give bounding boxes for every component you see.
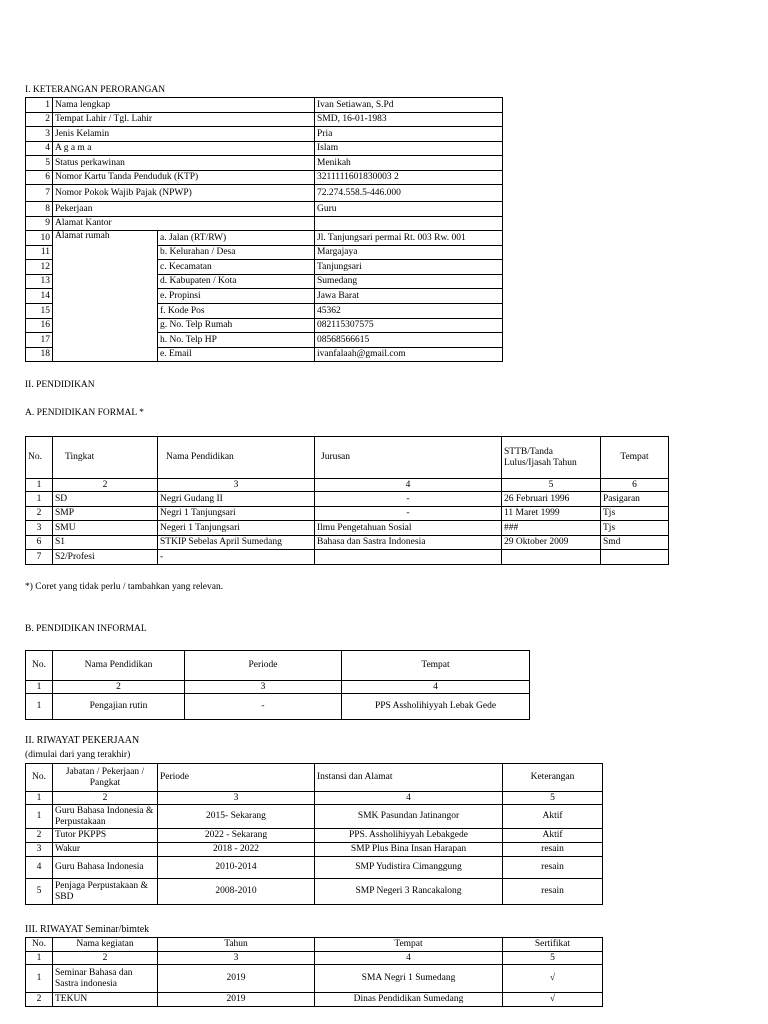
table-cell: S2/Profesi <box>53 550 158 565</box>
column-number: 4 <box>315 479 502 492</box>
row-number: 11 <box>26 245 53 260</box>
table-cell: 2018 - 2022 <box>158 843 315 857</box>
column-header: Tingkat <box>53 437 158 479</box>
table-cell: S1 <box>53 535 158 550</box>
column-header: STTB/Tanda Lulus/Ijasah Tahun <box>502 437 601 479</box>
table-header-row <box>26 938 603 952</box>
address-field-value: 082115307575 <box>315 318 503 333</box>
table-row <box>26 993 603 1007</box>
table-row <box>26 492 669 507</box>
table-cell: 7 <box>26 550 53 565</box>
column-header: Instansi dan Alamat <box>315 764 503 792</box>
column-number: 4 <box>315 792 503 805</box>
section-title-education: II. PENDIDIKAN <box>25 380 95 390</box>
row-number: 2 <box>26 112 53 127</box>
table-cell: Negeri 1 Tanjungsari <box>158 521 315 536</box>
section-title-personal: I. KETERANGAN PERORANGAN <box>25 85 166 95</box>
row-number: 12 <box>26 260 53 275</box>
address-field-label: e. Email <box>158 347 315 362</box>
column-header: Nama Pendidikan <box>53 651 185 681</box>
field-value: 72.274.558.5-446.000 <box>315 185 503 202</box>
column-header: No. <box>26 938 53 952</box>
table-cell: - <box>185 694 342 720</box>
field-value: Islam <box>315 141 503 156</box>
table-cell: 2 <box>26 506 53 521</box>
table-cell: Dinas Pendidikan Sumedang <box>315 993 503 1007</box>
column-header: Jabatan / Pekerjaan / Pangkat <box>53 764 158 792</box>
table-cell: 29 Oktober 2009 <box>502 535 601 550</box>
row-number: 13 <box>26 274 53 289</box>
row-number: 15 <box>26 303 53 318</box>
address-field-value: Jl. Tanjungsari permai Rt. 003 Rw. 001 <box>315 231 503 246</box>
address-label: Alamat rumah <box>53 231 158 362</box>
field-label: A g a m a <box>53 141 315 156</box>
field-label: Alamat Kantor <box>53 216 315 231</box>
table-cell: 3 <box>26 521 53 536</box>
address-field-label: h. No. Telp HP <box>158 333 315 348</box>
formal-education-note: *) Coret yang tidak perlu / tambahkan yang relevan. <box>25 582 224 592</box>
address-field-value: Jawa Barat <box>315 289 503 304</box>
field-value: Guru <box>315 202 503 217</box>
column-number: 1 <box>26 792 53 805</box>
table-row <box>26 170 503 185</box>
table-row <box>26 506 669 521</box>
table-cell: 2 <box>26 829 53 843</box>
table-row <box>26 202 503 217</box>
column-number: 5 <box>503 792 603 805</box>
table-cell: Guru Bahasa Indonesia & Perpustakaan <box>53 805 158 829</box>
column-number-row <box>26 479 669 492</box>
table-cell: Wakur <box>53 843 158 857</box>
table-cell: 1 <box>26 492 53 507</box>
table-cell: 2 <box>26 993 53 1007</box>
column-header: Tahun <box>158 938 315 952</box>
table-cell: SMP <box>53 506 158 521</box>
table-cell: Penjaga Perpustakaan & SBD <box>53 879 158 905</box>
table-cell: 2019 <box>158 993 315 1007</box>
address-field-label: g. No. Telp Rumah <box>158 318 315 333</box>
row-number: 17 <box>26 333 53 348</box>
field-label: Pekerjaan <box>53 202 315 217</box>
table-cell: 2019 <box>158 965 315 993</box>
table-cell: 2015- Sekarang <box>158 805 315 829</box>
table-row <box>26 141 503 156</box>
address-field-label: c. Kecamatan <box>158 260 315 275</box>
table-cell: PPS Assholihiyyah Lebak Gede <box>342 694 530 720</box>
table-cell: 3 <box>26 843 53 857</box>
informal-education-table <box>25 650 530 720</box>
address-field-value: Tanjungsari <box>315 260 503 275</box>
column-number: 4 <box>315 952 503 965</box>
personal-info-table <box>25 97 503 362</box>
column-number: 4 <box>342 681 530 694</box>
column-header: No. <box>26 437 53 479</box>
address-field-value: ivanfalaah@gmail.com <box>315 347 503 362</box>
table-row <box>26 98 503 113</box>
column-number: 6 <box>601 479 669 492</box>
table-cell: ### <box>502 521 601 536</box>
address-field-label: a. Jalan (RT/RW) <box>158 231 315 246</box>
column-header: Periode <box>158 764 315 792</box>
field-label: Nama lengkap <box>53 98 315 113</box>
table-header-row <box>26 651 530 681</box>
table-cell: Tjs <box>601 521 669 536</box>
table-cell: resain <box>503 857 603 879</box>
table-row <box>26 879 603 905</box>
table-cell: Bahasa dan Sastra Indonesia <box>315 535 502 550</box>
row-number: 1 <box>26 98 53 113</box>
row-number: 18 <box>26 347 53 362</box>
table-cell: resain <box>503 843 603 857</box>
table-cell: PPS. Assholihiyyah Lebakgede <box>315 829 503 843</box>
table-row <box>26 521 669 536</box>
table-cell: Aktif <box>503 805 603 829</box>
field-label: Status perkawinan <box>53 156 315 171</box>
work-history-title: II. RIWAYAT PEKERJAAN <box>25 735 140 746</box>
table-cell: Negri 1 Tanjungsari <box>158 506 315 521</box>
table-cell: SD <box>53 492 158 507</box>
informal-education-title: B. PENDIDIKAN INFORMAL <box>25 624 147 634</box>
table-row <box>26 112 503 127</box>
table-cell: 4 <box>26 857 53 879</box>
certificate-check: √ <box>503 993 603 1007</box>
address-field-label: d. Kabupaten / Kota <box>158 274 315 289</box>
work-history-subtitle: (dimulai dari yang terakhir) <box>25 750 131 760</box>
column-header: Sertifikat <box>503 938 603 952</box>
table-row <box>26 857 603 879</box>
column-header: No. <box>26 651 53 681</box>
table-cell <box>601 550 669 565</box>
column-header: Tempat <box>342 651 530 681</box>
table-row <box>26 127 503 142</box>
table-cell: Pengajian rutin <box>53 694 185 720</box>
table-cell: resain <box>503 879 603 905</box>
table-cell: SMK Pasundan Jatinangor <box>315 805 503 829</box>
table-cell: - <box>315 492 502 507</box>
address-field-label: e. Propinsi <box>158 289 315 304</box>
field-value: Menikah <box>315 156 503 171</box>
table-row <box>26 535 669 550</box>
table-cell: 1 <box>26 805 53 829</box>
row-number: 3 <box>26 127 53 142</box>
table-row <box>26 231 503 246</box>
table-cell: Negri Gudang II <box>158 492 315 507</box>
column-header: Periode <box>185 651 342 681</box>
row-number: 4 <box>26 141 53 156</box>
table-cell: Smd <box>601 535 669 550</box>
column-number: 3 <box>158 952 315 965</box>
table-cell: SMP Yudistira Cimanggung <box>315 857 503 879</box>
field-value: 3211111601830003 2 <box>315 170 503 185</box>
column-number: 2 <box>53 479 158 492</box>
table-cell: STKIP Sebelas April Sumedang <box>158 535 315 550</box>
row-number: 5 <box>26 156 53 171</box>
table-cell: Aktif <box>503 829 603 843</box>
row-number: 16 <box>26 318 53 333</box>
table-row <box>26 843 603 857</box>
table-cell: 1 <box>26 694 53 720</box>
column-header: Jurusan <box>315 437 502 479</box>
column-number: 1 <box>26 681 53 694</box>
formal-education-table <box>25 436 669 565</box>
table-cell: 5 <box>26 879 53 905</box>
row-number: 7 <box>26 185 53 202</box>
table-cell: Tjs <box>601 506 669 521</box>
field-value: Ivan Setiawan, S.Pd <box>315 98 503 113</box>
table-row <box>26 156 503 171</box>
table-cell <box>502 550 601 565</box>
column-header: Nama kegiatan <box>53 938 158 952</box>
table-cell: TEKUN <box>53 993 158 1007</box>
table-cell: Ilmu Pengetahuan Sosial <box>315 521 502 536</box>
column-number: 3 <box>185 681 342 694</box>
table-row <box>26 829 603 843</box>
column-header: Tempat <box>315 938 503 952</box>
table-cell: 26 Februari 1996 <box>502 492 601 507</box>
table-cell: SMP Plus Bina Insan Harapan <box>315 843 503 857</box>
column-number: 1 <box>26 479 53 492</box>
table-cell: Seminar Bahasa dan Sastra indonesia <box>53 965 158 993</box>
column-number-row <box>26 681 530 694</box>
column-number: 2 <box>53 952 158 965</box>
row-number: 8 <box>26 202 53 217</box>
field-value: Pria <box>315 127 503 142</box>
column-number-row <box>26 792 603 805</box>
table-row <box>26 550 669 565</box>
table-cell: Tutor PKPPS <box>53 829 158 843</box>
table-cell: 11 Maret 1999 <box>502 506 601 521</box>
work-history-table <box>25 763 603 905</box>
column-number-row <box>26 952 603 965</box>
address-field-value: 45362 <box>315 303 503 318</box>
table-cell: 2008-2010 <box>158 879 315 905</box>
column-header: Tempat <box>601 437 669 479</box>
row-number: 14 <box>26 289 53 304</box>
table-cell: SMA Negri 1 Sumedang <box>315 965 503 993</box>
table-row <box>26 805 603 829</box>
address-field-label: f. Kode Pos <box>158 303 315 318</box>
seminar-title: III. RIWAYAT Seminar/bimtek <box>25 924 150 935</box>
field-value: SMD, 16-01-1983 <box>315 112 503 127</box>
formal-education-title: A. PENDIDIKAN FORMAL * <box>25 408 144 418</box>
table-cell: 1 <box>26 965 53 993</box>
field-label: Tempat Lahir / Tgl. Lahir <box>53 112 315 127</box>
table-header-row <box>26 764 603 792</box>
column-number: 2 <box>53 681 185 694</box>
table-cell: - <box>158 550 315 565</box>
field-label: Nomor Pokok Wajib Pajak (NPWP) <box>53 185 315 202</box>
table-cell: 2022 - Sekarang <box>158 829 315 843</box>
column-number: 5 <box>503 952 603 965</box>
column-header: Nama Pendidikan <box>158 437 315 479</box>
table-cell: 2010-2014 <box>158 857 315 879</box>
address-field-value: Margajaya <box>315 245 503 260</box>
table-cell: - <box>315 506 502 521</box>
table-row <box>26 694 530 720</box>
table-row <box>26 216 503 231</box>
table-cell <box>315 550 502 565</box>
row-number: 9 <box>26 216 53 231</box>
table-header-row <box>26 437 669 479</box>
address-field-label: b. Kelurahan / Desa <box>158 245 315 260</box>
table-row <box>26 965 603 993</box>
field-label: Nomor Kartu Tanda Penduduk (KTP) <box>53 170 315 185</box>
field-value <box>315 216 503 231</box>
column-number: 1 <box>26 952 53 965</box>
table-cell: Guru Bahasa Indonesia <box>53 857 158 879</box>
column-header: Keterangan <box>503 764 603 792</box>
column-number: 2 <box>53 792 158 805</box>
column-number: 5 <box>502 479 601 492</box>
field-label: Jenis Kelamin <box>53 127 315 142</box>
row-number: 10 <box>26 231 53 246</box>
certificate-check: √ <box>503 965 603 993</box>
address-field-value: 08568566615 <box>315 333 503 348</box>
column-number: 3 <box>158 479 315 492</box>
table-cell: SMP Negeri 3 Rancakalong <box>315 879 503 905</box>
column-header: No. <box>26 764 53 792</box>
address-field-value: Sumedang <box>315 274 503 289</box>
table-cell: Pasigaran <box>601 492 669 507</box>
table-cell: 6 <box>26 535 53 550</box>
row-number: 6 <box>26 170 53 185</box>
table-row <box>26 185 503 202</box>
column-number: 3 <box>158 792 315 805</box>
seminar-table <box>25 937 603 1007</box>
table-cell: SMU <box>53 521 158 536</box>
